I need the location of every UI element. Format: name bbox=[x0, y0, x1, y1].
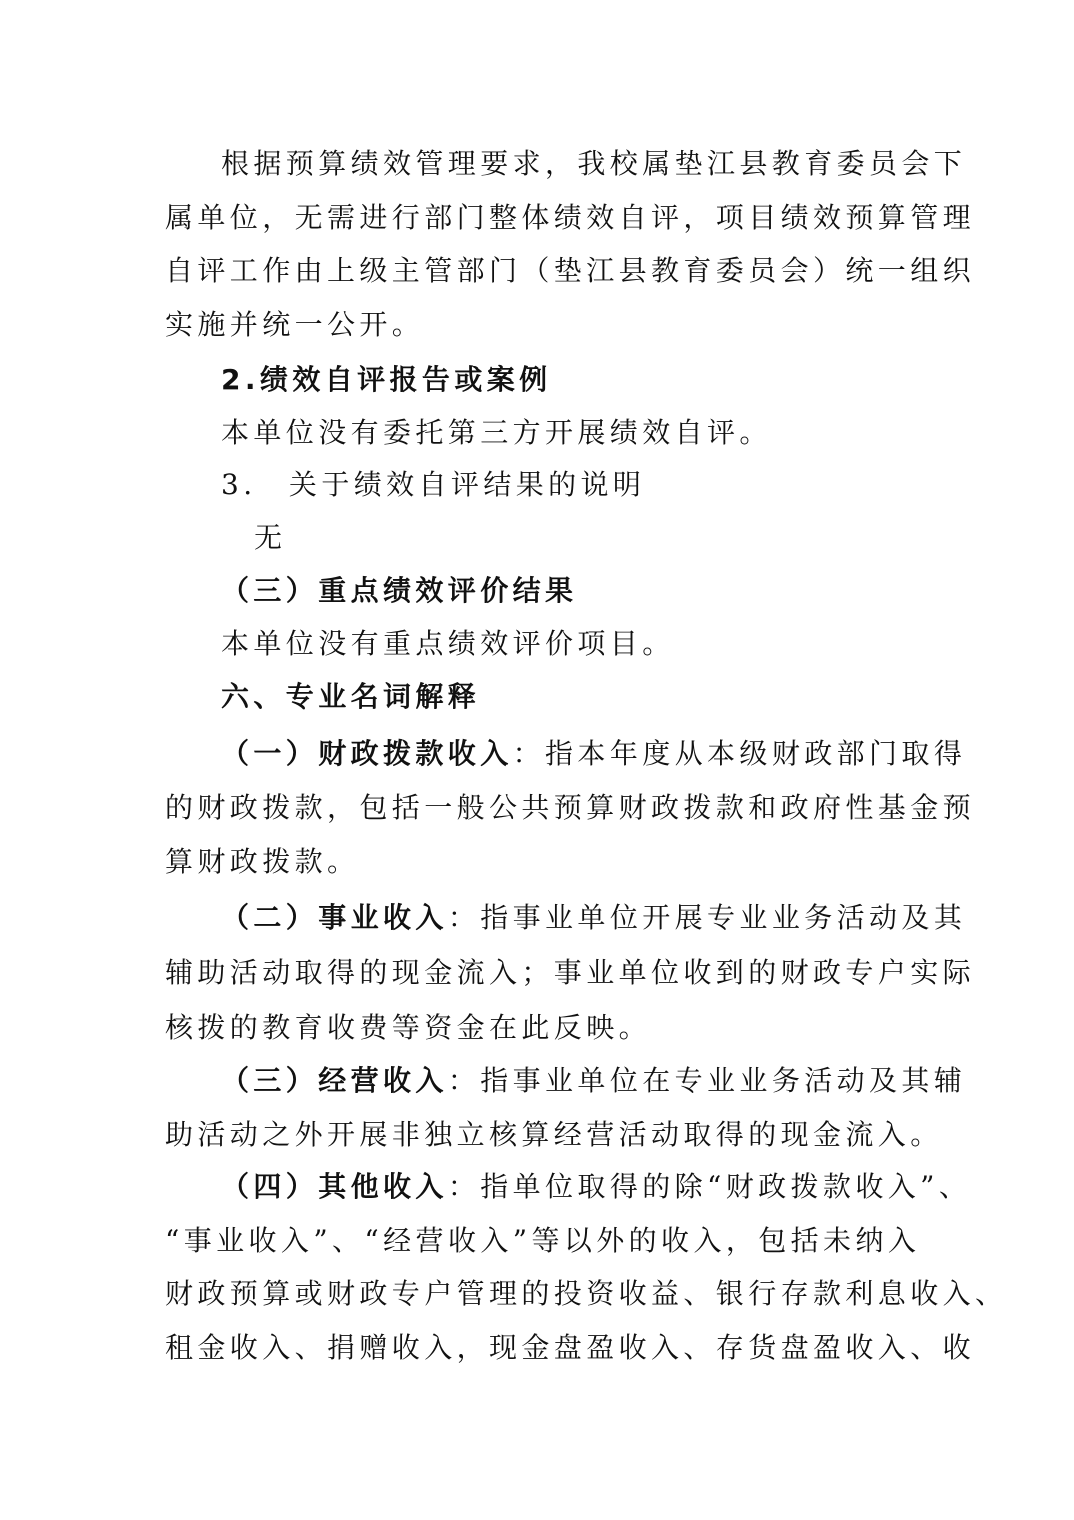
term-colon: ： bbox=[447, 901, 481, 934]
paragraph-line: 辅助活动取得的现金流入；事业单位收到的财政专户实际 bbox=[165, 956, 976, 989]
term-colon: ： bbox=[447, 1064, 481, 1097]
paragraph-line: 财政预算或财政专户管理的投资收益、银行存款利息收入、 bbox=[165, 1277, 1008, 1310]
paragraph-line: 属单位，无需进行部门整体绩效自评，项目绩效预算管理 bbox=[165, 201, 976, 234]
term-text: 指单位取得的除“财政拨款收入”、 bbox=[480, 1170, 972, 1203]
paragraph-line: 租金收入、捐赠收入，现金盘盈收入、存货盘盈收入、收 bbox=[165, 1331, 976, 1364]
paragraph-line: 本单位没有委托第三方开展绩效自评。 bbox=[221, 416, 772, 449]
paragraph-line: 本单位没有重点绩效评价项目。 bbox=[221, 627, 675, 660]
term-definition-first-line bbox=[221, 1061, 966, 1101]
term-text: 指事业单位开展专业业务活动及其 bbox=[480, 901, 967, 934]
chapter-heading: 六、专业名词解释 bbox=[221, 680, 481, 713]
term-label: （一）财政拨款收入 bbox=[221, 737, 513, 770]
section-heading: （三）重点绩效评价结果 bbox=[221, 574, 578, 607]
section-heading: 3. 关于绩效自评结果的说明 bbox=[221, 468, 646, 501]
term-label: （四）其他收入 bbox=[221, 1170, 448, 1203]
paragraph-line: 的财政拨款，包括一般公共预算财政拨款和政府性基金预 bbox=[165, 791, 976, 824]
term-text: 指事业单位在专业业务活动及其辅 bbox=[480, 1064, 967, 1097]
paragraph-line: 无 bbox=[254, 521, 287, 554]
term-definition-first-line bbox=[221, 1167, 971, 1207]
paragraph-line: 核拨的教育收费等资金在此反映。 bbox=[165, 1011, 652, 1044]
paragraph-line: 算财政拨款。 bbox=[165, 845, 360, 878]
paragraph-line: 实施并统一公开。 bbox=[165, 308, 425, 341]
term-definition-first-line bbox=[221, 898, 966, 938]
paragraph-line: 自评工作由上级主管部门（垫江县教育委员会）统一组织 bbox=[165, 254, 976, 287]
paragraph-line: “事业收入”、“经营收入”等以外的收入，包括未纳入 bbox=[165, 1224, 921, 1257]
term-text: 指本年度从本级财政部门取得 bbox=[545, 737, 967, 770]
term-colon: ： bbox=[447, 1170, 481, 1203]
paragraph-line: 助活动之外开展非独立核算经营活动取得的现金流入。 bbox=[165, 1118, 943, 1151]
paragraph-line: 根据预算绩效管理要求，我校属垫江县教育委员会下 bbox=[221, 147, 967, 180]
term-label: （三）经营收入 bbox=[221, 1064, 448, 1097]
term-label: （二）事业收入 bbox=[221, 901, 448, 934]
term-definition-first-line bbox=[221, 734, 966, 774]
term-colon: ： bbox=[512, 737, 546, 770]
section-heading: 2.绩效自评报告或案例 bbox=[221, 363, 552, 396]
